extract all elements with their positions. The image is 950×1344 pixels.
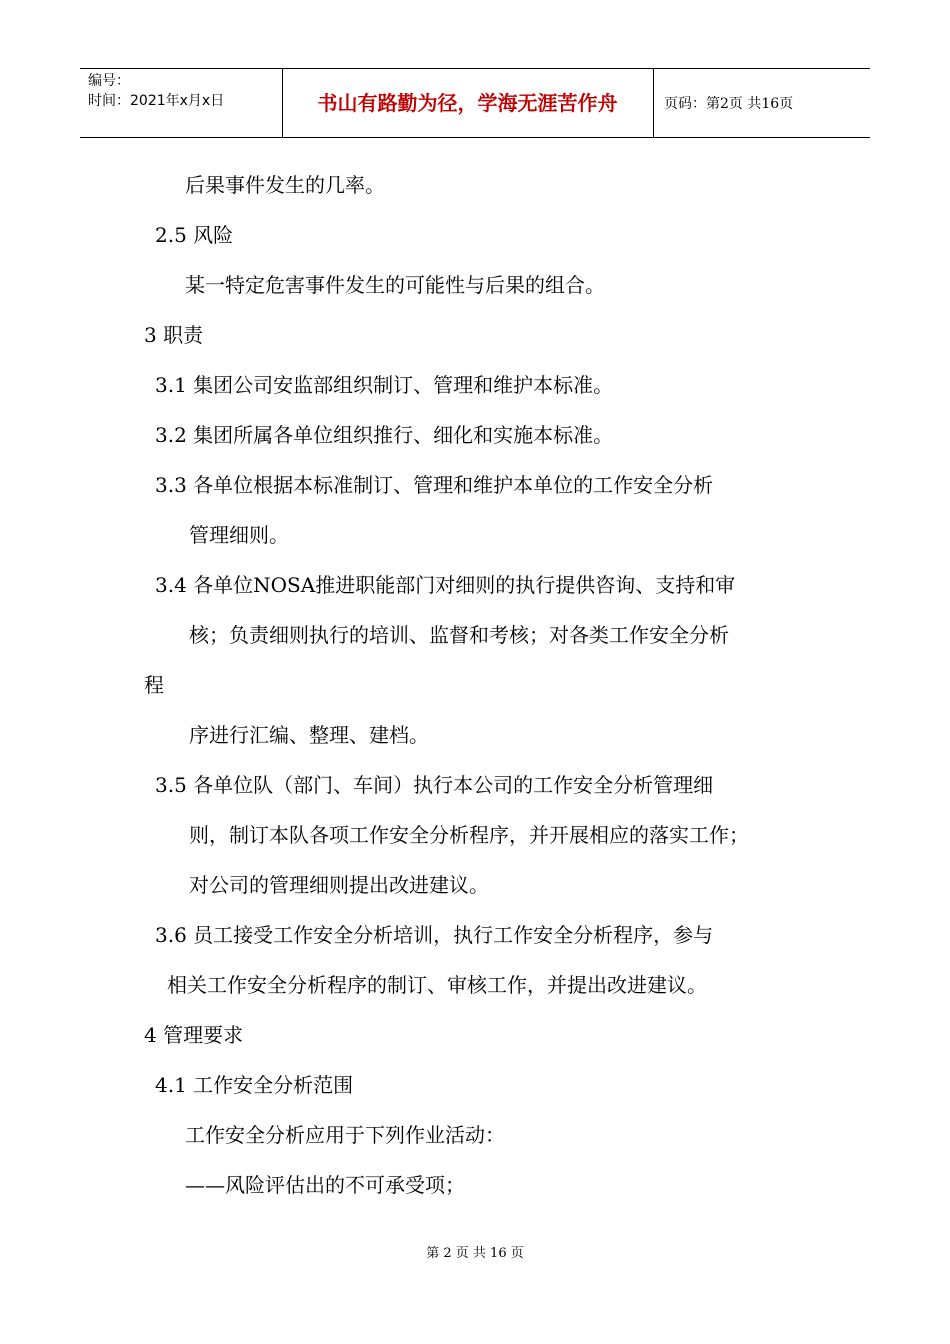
body-line: 3.1 集团公司安监部组织制订、管理和维护本标准。 [155,373,614,397]
body-line: ——风险评估出的不可承受项； [185,1173,465,1197]
body-line: 工作安全分析应用于下列作业活动： [185,1123,505,1147]
header-motto-cell [282,69,654,137]
document-time-label: 时间：2021年x月x日 [88,93,225,109]
document-header [80,68,870,138]
body-line: 管理细则。 [189,523,289,547]
section-heading: 4.1 工作安全分析范围 [155,1073,354,1097]
header-meta-cell [80,69,283,137]
section-heading: 2.5 风险 [155,223,234,247]
body-line: 核；负责细则执行的培训、监督和考核；对各类工作安全分析 [189,623,729,647]
body-line: 3.4 各单位NOSA推进职能部门对细则的执行提供咨询、支持和审 [155,573,736,597]
body-line: 3.6 员工接受工作安全分析培训，执行工作安全分析程序，参与 [155,923,714,947]
body-line: 3.2 集团所属各单位组织推行、细化和实施本标准。 [155,423,614,447]
body-line: 则，制订本队各项工作安全分析程序，并开展相应的落实工作； [189,823,749,847]
page-footer: 第 2 页 共 16 页 [426,1246,524,1261]
header-page-cell [654,69,870,137]
section-heading: 4 管理要求 [144,1023,244,1047]
body-line: 3.5 各单位队（部门、车间）执行本公司的工作安全分析管理细 [155,773,714,797]
body-line: 某一特定危害事件发生的可能性与后果的组合。 [185,273,605,297]
body-line: 程 [144,673,164,697]
body-line: 序进行汇编、整理、建档。 [189,723,429,747]
header-motto: 书山有路勤为径，学海无涯苦作舟 [317,91,618,115]
body-line: 对公司的管理细则提出改进建议。 [189,873,489,897]
document-number-label: 编号： [88,73,130,89]
section-heading: 3 职责 [144,323,204,347]
body-line: 后果事件发生的几率。 [185,173,385,197]
header-page-info: 页码：第2页 共16页 [664,96,794,112]
body-line: 3.3 各单位根据本标准制订、管理和维护本单位的工作安全分析 [155,473,714,497]
body-line: 相关工作安全分析程序的制订、审核工作，并提出改进建议。 [167,973,707,997]
